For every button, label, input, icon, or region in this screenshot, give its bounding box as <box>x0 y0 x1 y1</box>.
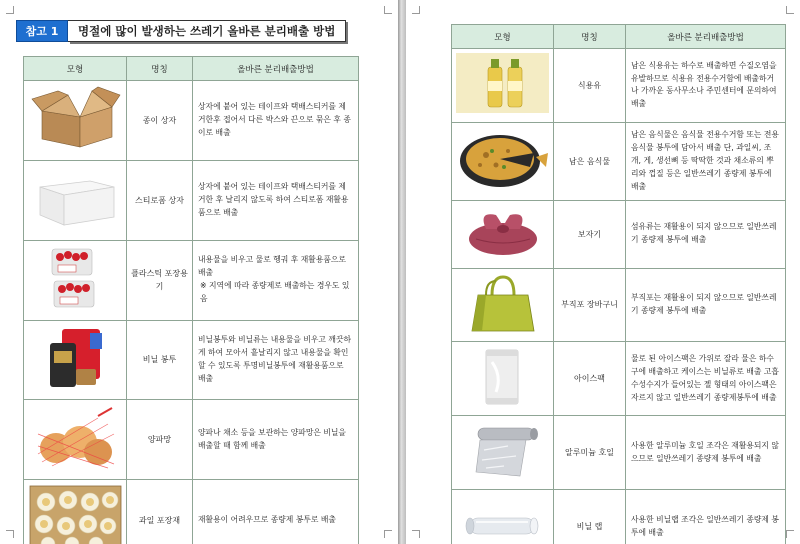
item-method: 비닐봉투와 비닐류는 내용물을 비우고 깨끗하게 하여 모아서 흩날리지 않고 내용물을 확인할 수 있도록 투명비닐봉투에 재활용품으로 배출 <box>193 320 359 400</box>
item-image-cell <box>452 342 554 416</box>
crop-mark <box>412 6 420 14</box>
reference-badge: 참고 1 <box>16 20 68 42</box>
item-image-cell <box>24 320 127 400</box>
item-method: 섬유류는 재활용이 되지 않으므로 일반쓰레기 종량제 봉투에 배출 <box>626 200 786 268</box>
item-method: 남은 음식물은 음식물 전용수거함 또는 전용 음식물 봉투에 담아서 배출 단, 과일씨, 조개, 게, 생선뼈 등 딱딱한 것과 채소류의 뿌리와 껍질 등은 일반쓰레기 종량제 봉투에 배출 <box>626 122 786 200</box>
item-image-cell <box>452 200 554 268</box>
table-header-row <box>452 25 786 49</box>
item-name: 아이스팩 <box>554 342 626 416</box>
cooking-oil-icon <box>456 53 549 118</box>
aluminum-foil-icon <box>456 420 549 485</box>
right-page <box>406 0 800 544</box>
item-image-cell <box>24 81 127 161</box>
item-image-cell <box>452 122 554 200</box>
item-method: 물로 된 아이스팩은 가위로 잘라 물은 하수구에 배출하고 케이스는 비닐류로 배출 고흡수성수지가 들어있는 젤 형태의 아이스팩은 자르지 않고 일반쓰레기 종량제봉투에 배출 <box>626 342 786 416</box>
item-method: 상자에 붙어 있는 테이프와 택배스티커를 제거한 후 날리지 않도록 하여 스티로폼 재활용품으로 배출 <box>193 160 359 240</box>
column-header-model: 모형 <box>24 57 127 81</box>
item-name: 양파망 <box>127 400 193 480</box>
strawberry-container-icon <box>28 245 122 316</box>
table-row <box>24 480 359 544</box>
table-row <box>452 416 786 490</box>
item-name: 식용유 <box>554 49 626 123</box>
item-name: 비닐 봉투 <box>127 320 193 400</box>
item-method <box>193 240 359 320</box>
page-title: 명절에 많이 발생하는 쓰레기 올바른 분리배출 방법 <box>68 20 346 42</box>
item-image-cell <box>24 240 127 320</box>
plastic-wrap-icon <box>456 494 549 544</box>
onion-net-icon <box>28 404 122 475</box>
item-image-cell <box>452 416 554 490</box>
section-heading <box>16 20 346 42</box>
item-method-text: 내용물을 비우고 물로 헹궈 후 재활용품으로 배출 <box>198 255 346 278</box>
item-name: 부직포 장바구니 <box>554 268 626 342</box>
table-row <box>452 49 786 123</box>
table-row <box>452 268 786 342</box>
styrofoam-box-icon <box>28 165 122 236</box>
ice-pack-icon <box>456 346 549 411</box>
item-image-cell <box>24 160 127 240</box>
item-method: 상자에 붙어 있는 테이프와 택배스티커를 제거한후 접어서 다른 박스와 끈으로 묶은 후 종이로 배출 <box>193 81 359 161</box>
crop-mark <box>384 6 392 14</box>
item-name: 스티로폼 상자 <box>127 160 193 240</box>
item-image-cell <box>24 480 127 544</box>
item-name: 과일 포장재 <box>127 480 193 544</box>
item-name: 알루미늄 호일 <box>554 416 626 490</box>
disposal-table-right <box>451 24 786 544</box>
item-method: 남은 식용유는 하수로 배출하면 수질오염을 유발하므로 식용유 전용수거함에 배출하거나 가까운 동사무소나 주민센터에 문의하여 배출 <box>626 49 786 123</box>
item-name: 남은 음식물 <box>554 122 626 200</box>
column-header-name: 명칭 <box>127 57 193 81</box>
item-method: 사용한 비닐랩 조각은 일반쓰레기 종량제 봉투에 배출 <box>626 490 786 544</box>
table-row <box>24 160 359 240</box>
item-image-cell <box>24 400 127 480</box>
table-row <box>24 320 359 400</box>
table-header-row <box>24 57 359 81</box>
item-image-cell <box>452 49 554 123</box>
column-header-model: 모형 <box>452 25 554 49</box>
crop-mark <box>6 530 14 538</box>
table-row <box>24 400 359 480</box>
item-method: 재활용이 어려우므로 종량제 봉투로 배출 <box>193 480 359 544</box>
item-name: 플라스틱 포장용기 <box>127 240 193 320</box>
item-name: 종이 상자 <box>127 81 193 161</box>
column-header-method: 올바른 분리배출방법 <box>626 25 786 49</box>
fruit-packaging-icon <box>28 484 122 544</box>
item-image-cell <box>452 490 554 544</box>
leftover-food-icon <box>456 127 549 196</box>
item-method-note: ※ 지역에 따라 종량제로 배출하는 경우도 있음 <box>200 281 350 303</box>
cardboard-box-icon <box>28 85 122 156</box>
item-method: 부직포는 재활용이 되지 않으므로 일반쓰레기 종량제 봉투에 배출 <box>626 268 786 342</box>
column-header-method: 올바른 분리배출방법 <box>193 57 359 81</box>
item-method: 양파나 채소 등을 보관하는 양파망은 비닐을 배출할 때 함께 배출 <box>193 400 359 480</box>
column-header-name: 명칭 <box>554 25 626 49</box>
table-row <box>452 122 786 200</box>
table-row <box>452 490 786 544</box>
crop-mark <box>786 530 794 538</box>
item-name: 비닐 랩 <box>554 490 626 544</box>
crop-mark <box>786 6 794 14</box>
vinyl-bags-icon <box>28 325 122 396</box>
page-divider <box>398 0 406 544</box>
crop-mark <box>384 530 392 538</box>
table-row <box>452 200 786 268</box>
left-page <box>0 0 398 544</box>
item-name: 보자기 <box>554 200 626 268</box>
crop-mark <box>412 530 420 538</box>
crop-mark <box>6 6 14 14</box>
table-row <box>24 240 359 320</box>
table-row <box>24 81 359 161</box>
table-row <box>452 342 786 416</box>
wrapping-cloth-icon <box>456 205 549 264</box>
disposal-table-left <box>23 56 359 544</box>
shopping-bag-icon <box>456 273 549 338</box>
item-method: 사용한 알루미늄 호일 조각은 재활용되지 않으므로 일반쓰레기 종량제 봉투에 배출 <box>626 416 786 490</box>
item-image-cell <box>452 268 554 342</box>
